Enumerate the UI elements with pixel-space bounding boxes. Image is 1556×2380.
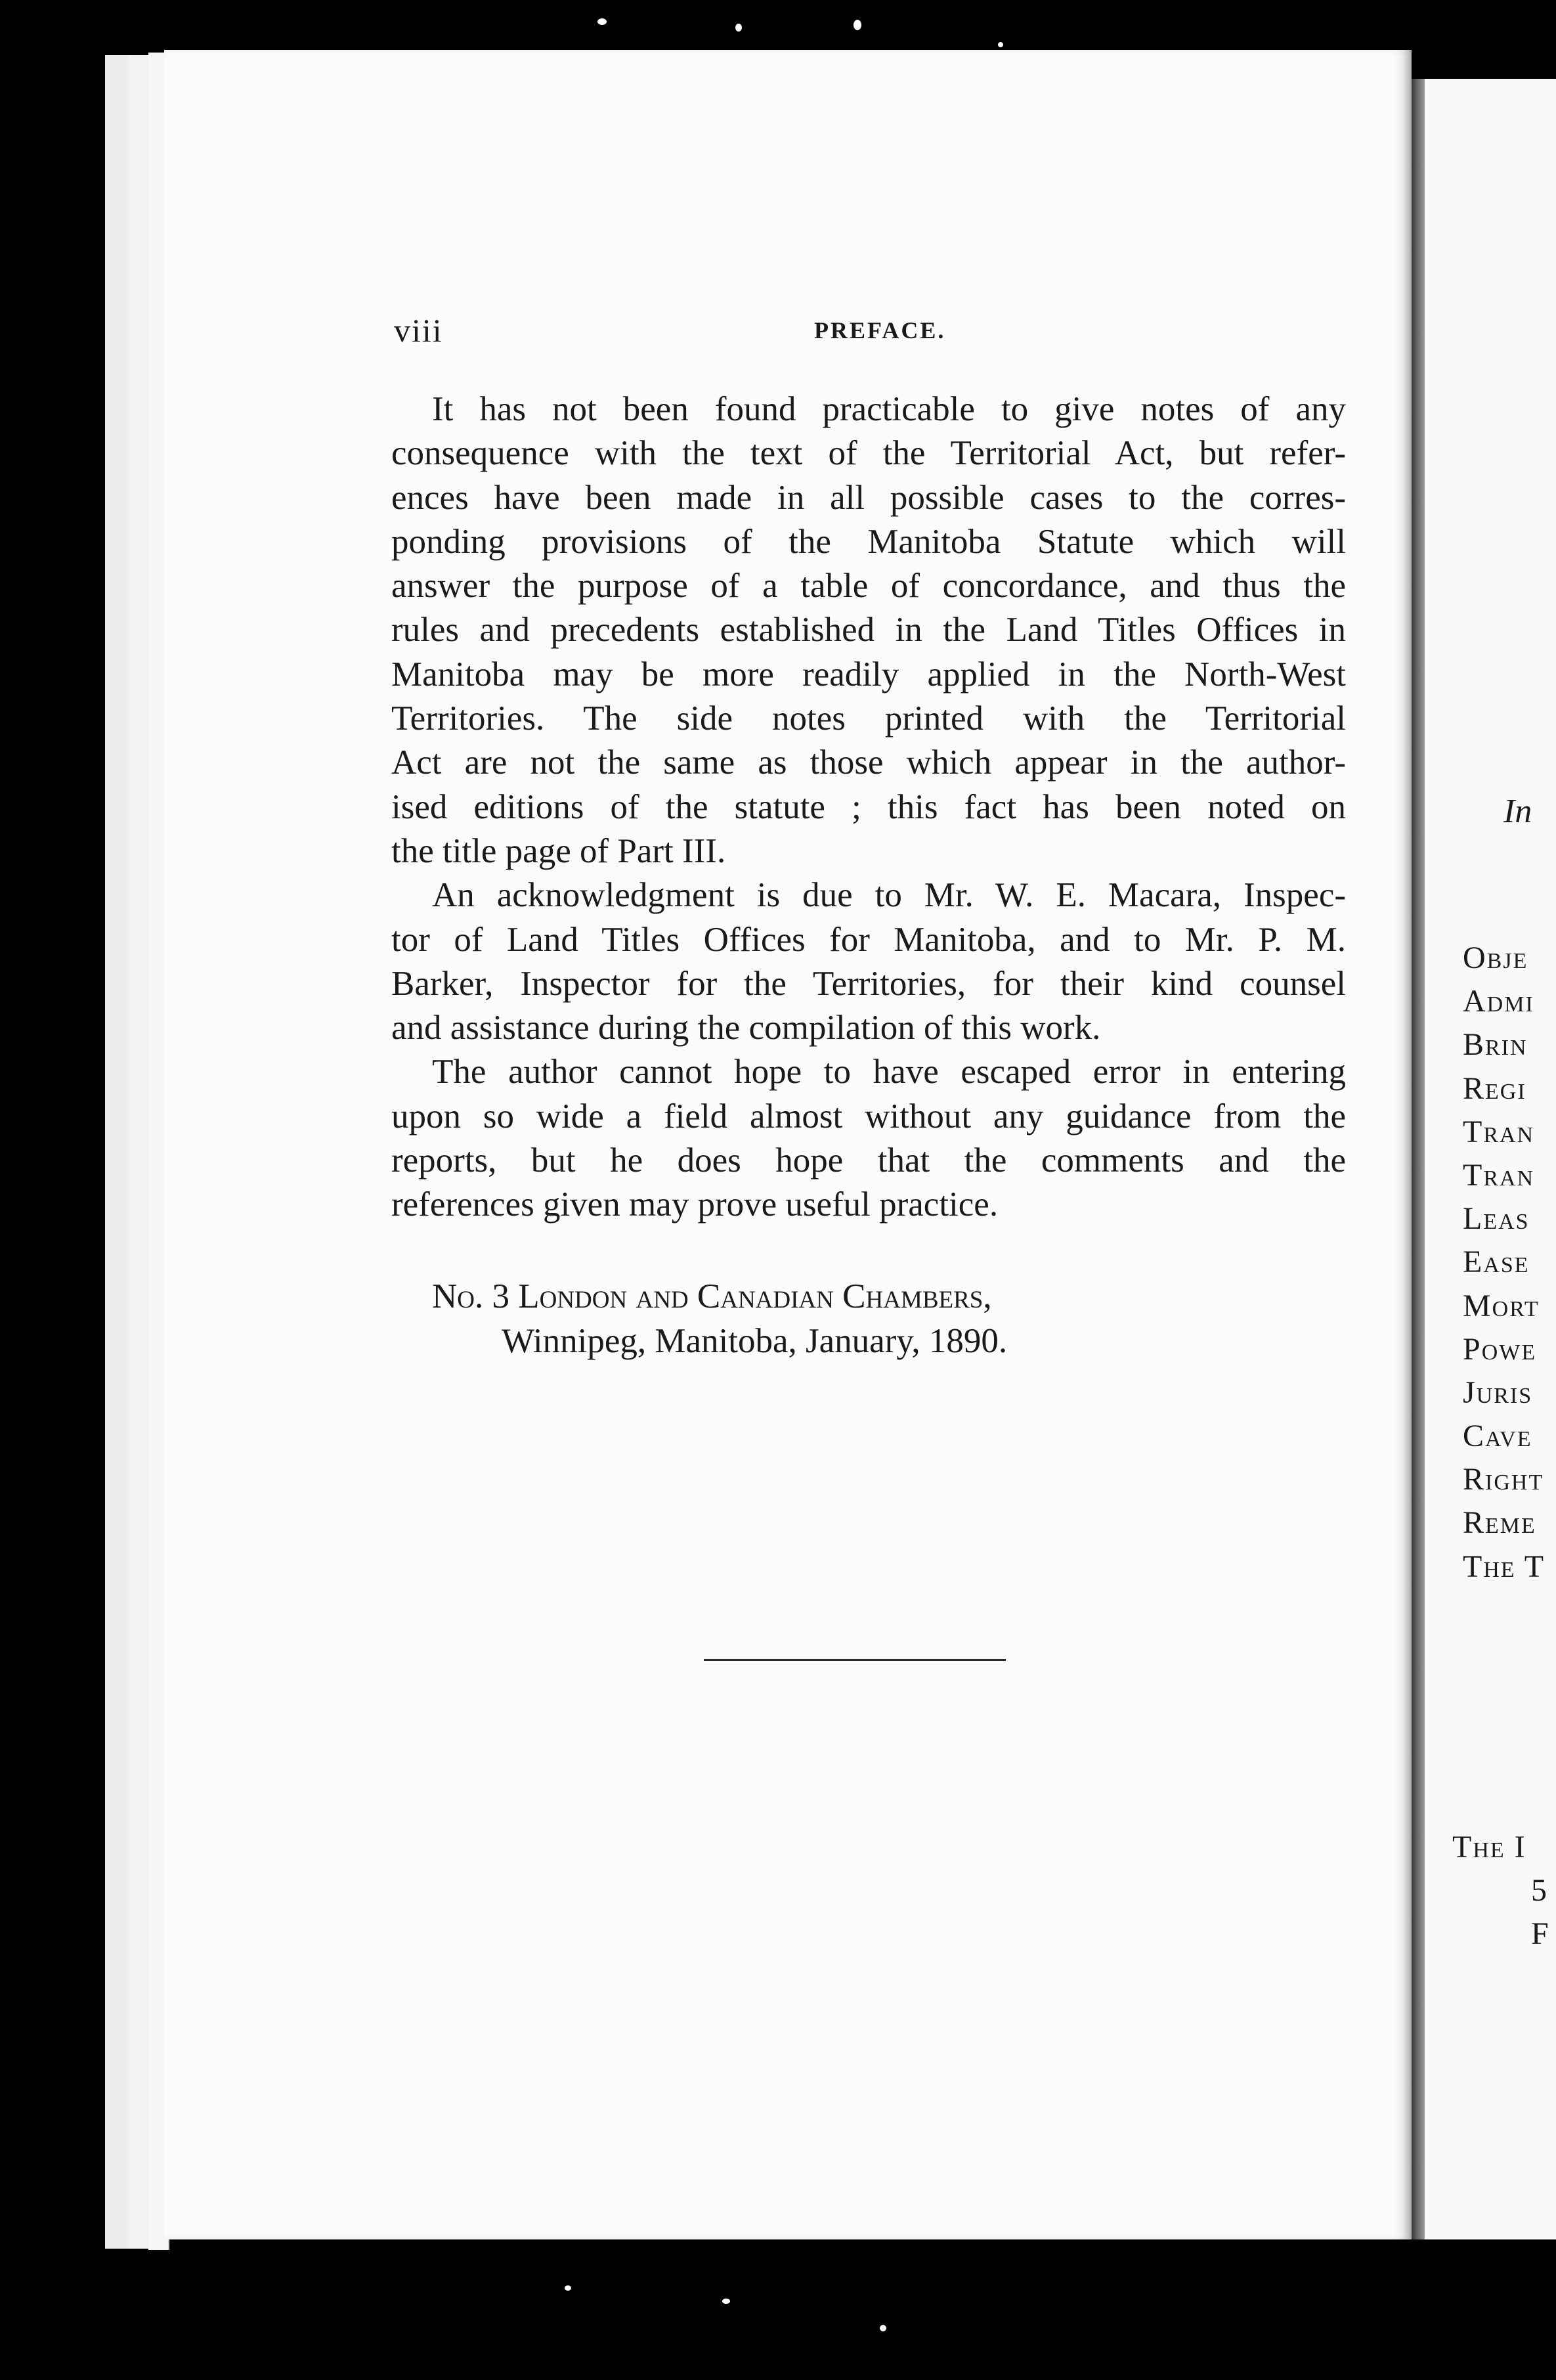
- contents-entry: The T: [1463, 1549, 1545, 1584]
- paragraph-line: and assistance during the compilation of this work.: [391, 1009, 1101, 1047]
- scan-speck: [565, 2285, 571, 2291]
- running-head-title: PREFACE.: [814, 317, 946, 343]
- right-page-contents-list: [1463, 937, 1545, 1589]
- paragraph-line: Territories. The side notes printed with the Territorial: [391, 699, 1346, 738]
- paragraph-line: rules and precedents established in the Land Titles Offices in: [391, 611, 1346, 650]
- scan-speck: [854, 20, 861, 30]
- contents-entry: Powe: [1463, 1331, 1537, 1367]
- right-page-footer-line: F: [1531, 1916, 1550, 1951]
- paragraph-line: answer the purpose of a table of concordance, and thus the: [391, 567, 1346, 606]
- scan-speck: [735, 24, 742, 32]
- right-page: [1425, 79, 1556, 2239]
- contents-entry: Juris: [1463, 1375, 1533, 1410]
- horizontal-rule: [704, 1659, 1006, 1661]
- contents-entry: Admi: [1463, 984, 1534, 1019]
- scan-speck: [998, 42, 1003, 47]
- running-head: [394, 311, 1352, 351]
- right-page-footer: [1452, 1826, 1550, 1956]
- paragraph-line: Barker, Inspector for the Territories, for their kind counsel: [391, 964, 1346, 1003]
- paragraph-line: An acknowledgment is due to Mr. W. E. Macara, Inspec-: [432, 876, 1346, 915]
- right-page-title: In: [1503, 793, 1532, 830]
- paragraph-line: consequence with the text of the Territorial Act, but refer-: [391, 434, 1346, 473]
- contents-entry: Obje: [1463, 940, 1528, 975]
- paragraph-line: ised editions of the statute ; this fact has been noted on: [391, 787, 1346, 826]
- paragraph-line: the title page of Part III.: [391, 831, 726, 870]
- paragraph-line: Manitoba may be more readily applied in the North-West: [391, 655, 1346, 694]
- address-line: No. 3 London and Canadian Chambers,: [432, 1277, 992, 1315]
- paragraph-line: ences have been made in all possible cases to the corres-: [391, 478, 1346, 517]
- scan-speck: [597, 18, 607, 25]
- contents-entry: Brin: [1463, 1027, 1528, 1063]
- contents-entry: Tran: [1463, 1114, 1535, 1149]
- date-line: Winnipeg, Manitoba, January, 1890.: [502, 1322, 1008, 1360]
- contents-entry: Reme: [1463, 1505, 1536, 1541]
- contents-entry: Ease: [1463, 1245, 1530, 1280]
- contents-entry: Regi: [1463, 1070, 1526, 1106]
- contents-entry: Cave: [1463, 1419, 1532, 1454]
- right-page-footer-line: 5: [1531, 1873, 1548, 1908]
- scan-speck: [880, 2325, 886, 2331]
- paragraph-line: It has not been found practicable to give notes of any: [432, 390, 1346, 428]
- right-page-footer-line: The I: [1452, 1830, 1526, 1864]
- signature-address: [432, 1274, 1220, 1363]
- scan-speck: [722, 2299, 730, 2304]
- paragraph-line: ponding provisions of the Manitoba Statute which will: [391, 522, 1346, 561]
- paragraph-line: reports, but he does hope that the comments and the: [391, 1141, 1346, 1180]
- preface-body: [391, 387, 1346, 1227]
- contents-entry: Tran: [1463, 1157, 1535, 1193]
- paragraph-line: The author cannot hope to have escaped error in entering: [432, 1053, 1346, 1091]
- contents-entry: Mort: [1463, 1288, 1540, 1323]
- page-number: viii: [394, 312, 443, 349]
- contents-entry: Leas: [1463, 1201, 1530, 1237]
- paragraph-line: references given may prove useful practice.: [391, 1185, 999, 1224]
- paragraph-line: upon so wide a field almost without any guidance from the: [391, 1097, 1346, 1135]
- paragraph-line: tor of Land Titles Offices for Manitoba, and to Mr. P. M.: [391, 920, 1346, 959]
- paragraph-line: Act are not the same as those which appear in the author-: [391, 743, 1346, 782]
- contents-entry: Right: [1463, 1462, 1544, 1497]
